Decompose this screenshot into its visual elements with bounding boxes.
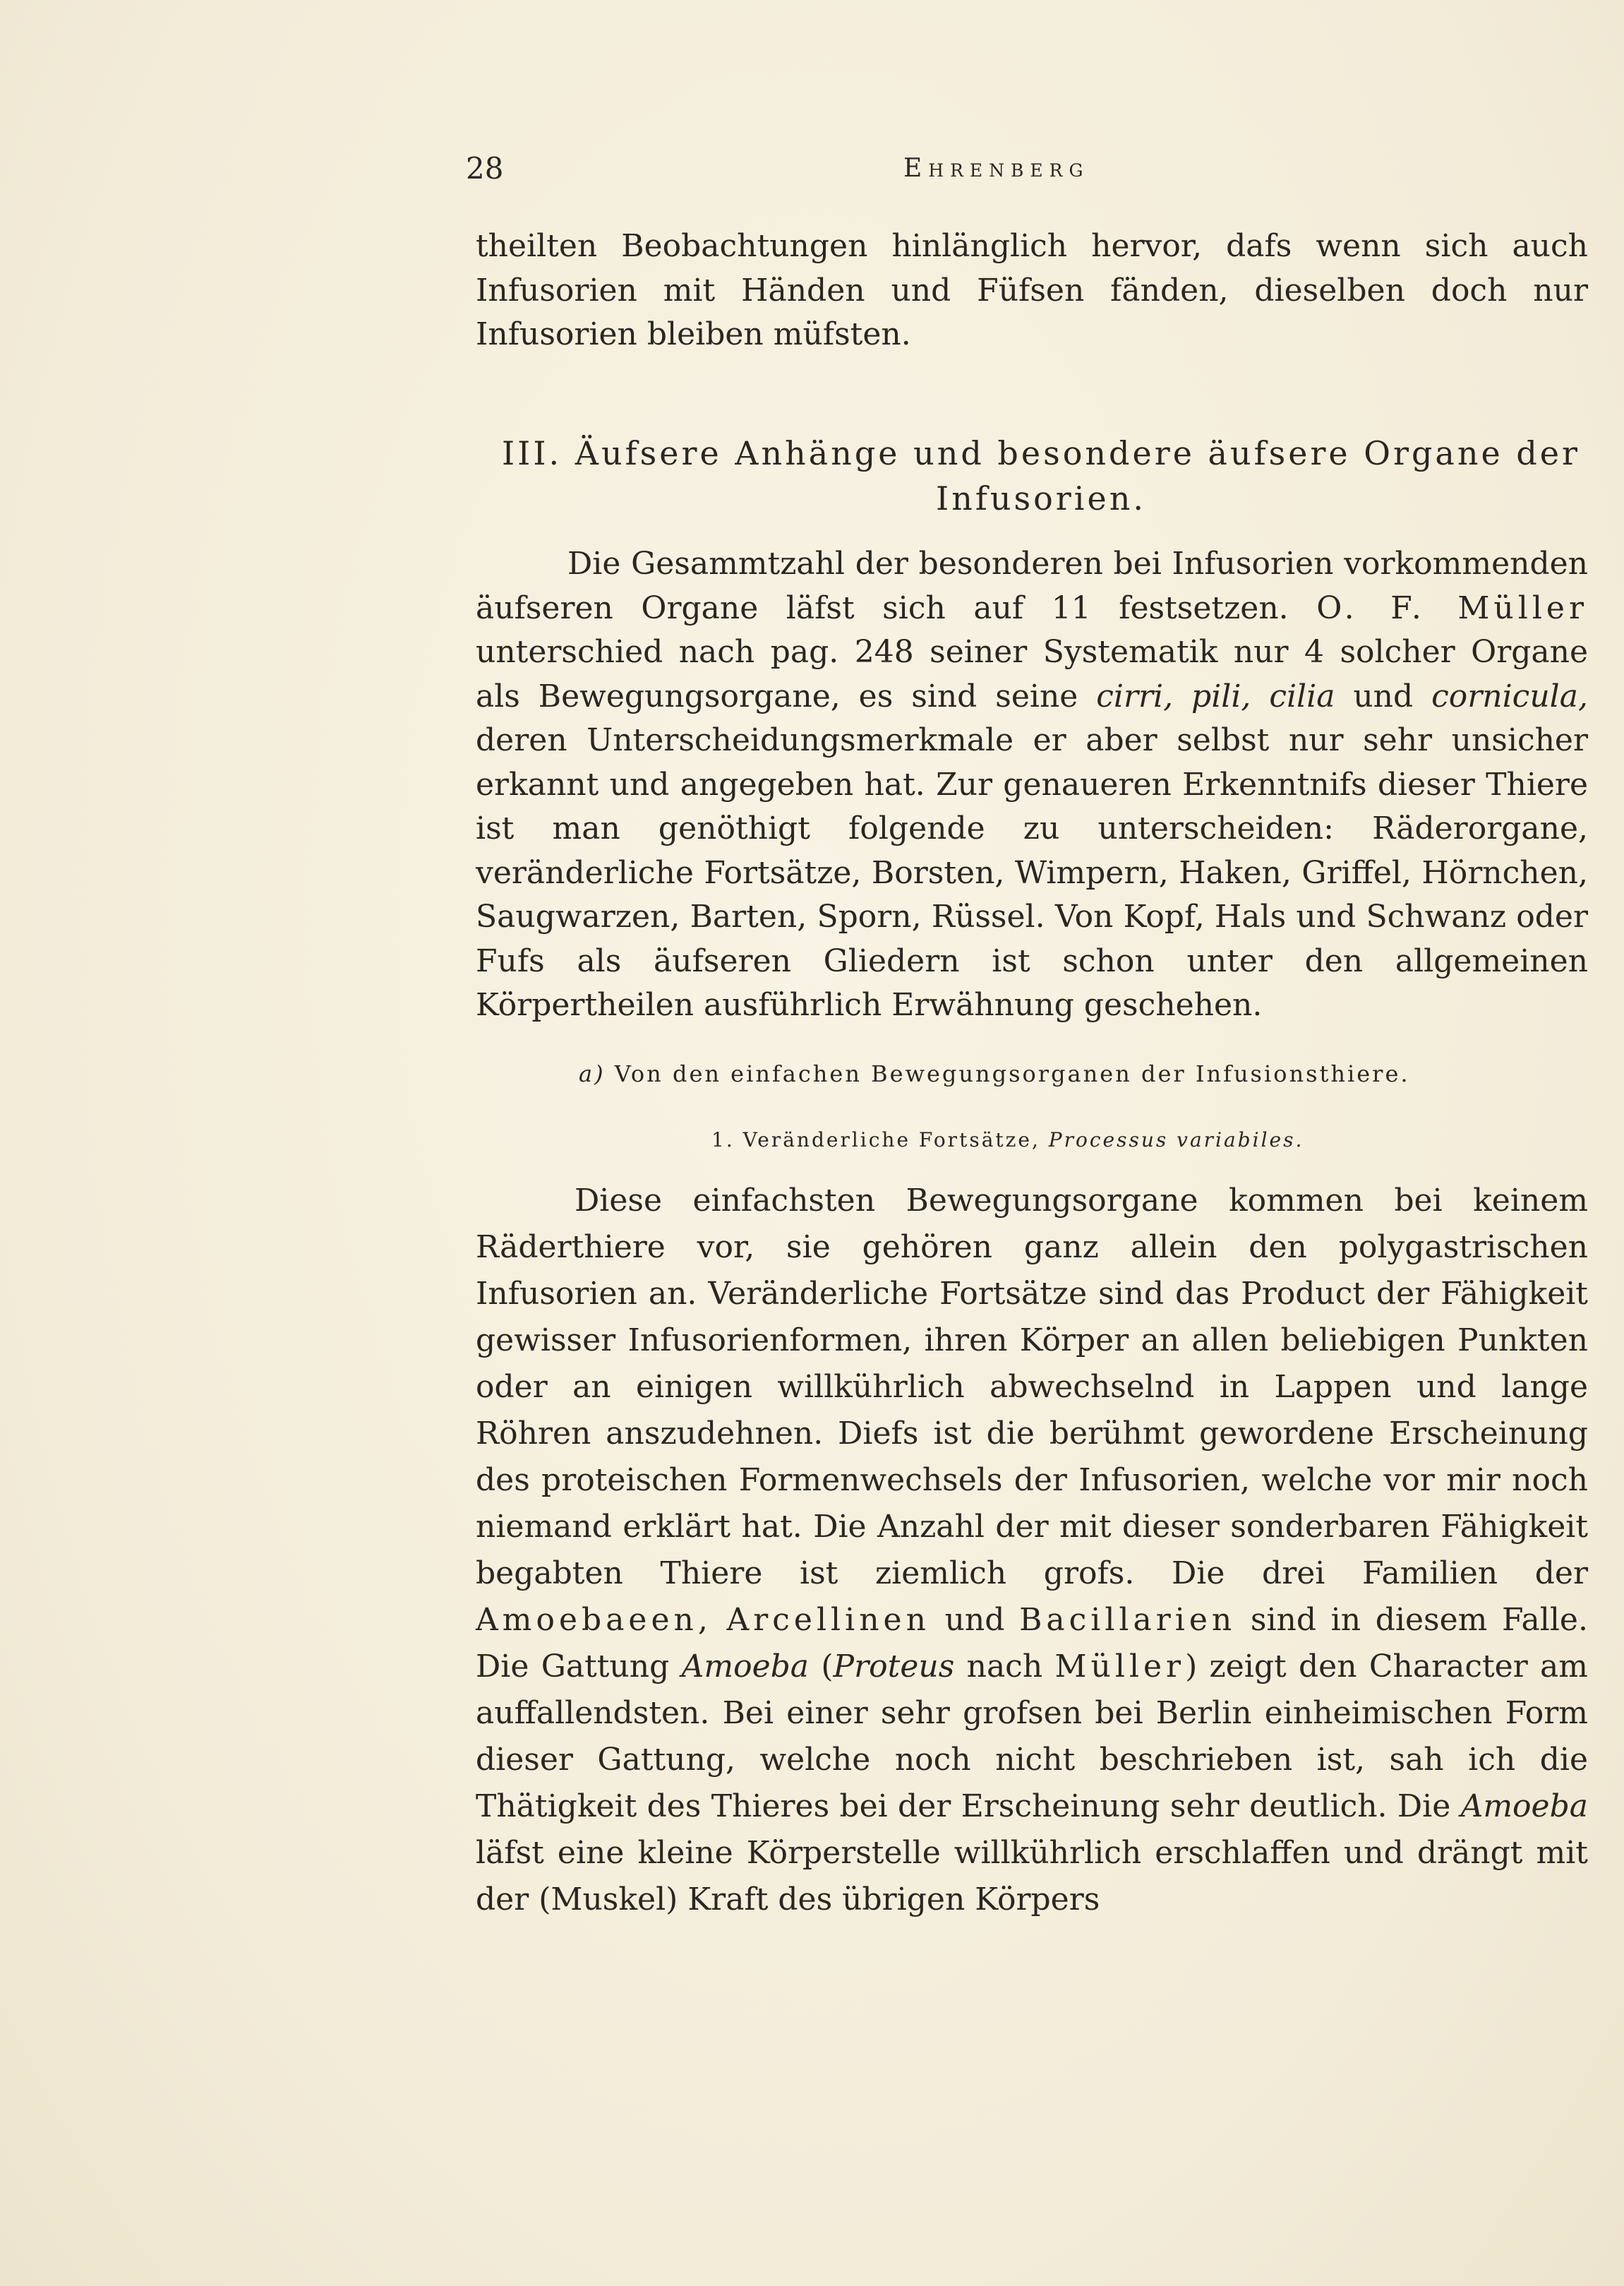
subsubsection-heading — [711, 1128, 1488, 1151]
text-run: und — [1353, 678, 1414, 714]
author-name: Müller — [1054, 1648, 1186, 1684]
latin-term: cirri, — [1096, 678, 1174, 714]
latin-term: pili, — [1191, 678, 1251, 714]
genus-name: Proteus — [833, 1648, 955, 1684]
paragraph-continuation: theilten Beobachtungen hinlänglich hervor, dafs wenn sich auch Infusorien mit Händen und Füfsen fänden, dieselben doch nur Infusorien bleiben müfsten. — [476, 228, 1588, 352]
subsection-heading — [579, 1060, 1496, 1087]
latin-term: cornicula, — [1431, 678, 1588, 714]
text-run: läfst eine kleine Körperstelle willkührlich erschlaffen und drängt mit der (Muskel) Kraft des übrigen Körpers — [476, 1835, 1588, 1917]
text-run: ) zeigt den Character am auffallendsten. Bei einer sehr grofsen bei Berlin einheimischen Form dieser Gattung, welche noch nicht beschrieben ist, sah ich die Thätigkeit des Thieres bei der Erscheinung sehr deutlich. Die — [476, 1648, 1588, 1824]
text-run: und — [944, 1602, 1005, 1638]
section-heading — [494, 431, 1588, 521]
genus-name: Amoeba — [681, 1648, 810, 1684]
family-name: Arcellinen — [726, 1602, 930, 1638]
paragraph-processus — [476, 1178, 1588, 1923]
text-run: deren Unterscheidungsmerkmale er aber selbst nur sehr unsicher erkannt und angegeben hat. Zur genaueren Erkenntnifs dieser Thiere ist man genöthigt folgende zu unterscheiden: Räderorgane, veränderliche Fortsätze, Borsten, Wimpern, Haken, Griffel, Hörnchen, Saugwarzen, Barten, Sporn, Rüssel. Von Kopf, Hals und Schwanz oder Fufs als äufseren Gliedern ist schon unter den allgemeinen Körpertheilen ausführlich Erwähnung geschehen. — [476, 722, 1588, 1023]
subsubsection-number: 1. — [711, 1128, 735, 1151]
paragraph-organs — [476, 542, 1588, 1028]
section-title: Äufsere Anhänge und besondere äufsere Organe der Infusorien. — [575, 434, 1580, 517]
genus-name: Amoeba — [1460, 1788, 1588, 1824]
author-name: O. F. Müller — [1316, 590, 1588, 626]
latin-term: cilia — [1269, 678, 1335, 714]
page-header — [466, 151, 1581, 193]
text-run: ( — [821, 1648, 834, 1684]
running-head: Ehrenberg — [903, 154, 1090, 183]
family-name: Bacillarien — [1019, 1602, 1237, 1638]
section-number: III. — [502, 434, 563, 472]
subsection-letter: a) — [579, 1060, 606, 1087]
text-run: Diese einfachsten Bewegungsorgane kommen bei keinem Räderthiere vor, sie gehören ganz allein den polygastrischen Infusorien an. Veränderliche Fortsätze sind das Product der Fähigkeit gewisser Infusorienformen, ihren Körper an allen beliebigen Punkten oder an einigen willkührlich abwechselnd in Lappen und lange Röhren anszudehnen. Diefs ist die berühmt gewordene Erscheinung des proteischen Formenwechsels der Infusorien, welche vor mir noch niemand erklärt hat. Die Anzahl der mit dieser sonderbaren Fähigkeit begabten Thiere ist ziemlich grofs. Die drei Familien der — [476, 1183, 1588, 1591]
text-run: sind in diesem Falle. Die Gattung — [476, 1602, 1588, 1684]
family-name: Amoebaeen, — [476, 1602, 712, 1638]
text-run: unterschied nach pag. 248 seiner Systematik nur 4 solcher Organe als Bewegungsorgane, es sind seine — [476, 634, 1588, 714]
page-number: 28 — [466, 151, 504, 186]
subsubsection-title: Veränderliche Fortsätze, — [742, 1128, 1040, 1151]
subsubsection-latin: Processus variabiles. — [1048, 1128, 1304, 1151]
text-run: Die Gesammtzahl der besonderen bei Infusorien vorkommenden äufseren Organe läfst sich auf 11 festsetzen. — [476, 546, 1588, 626]
subsection-title: Von den einfachen Bewegungsorganen der Infusionsthiere. — [614, 1060, 1410, 1087]
text-run: nach — [966, 1648, 1043, 1684]
